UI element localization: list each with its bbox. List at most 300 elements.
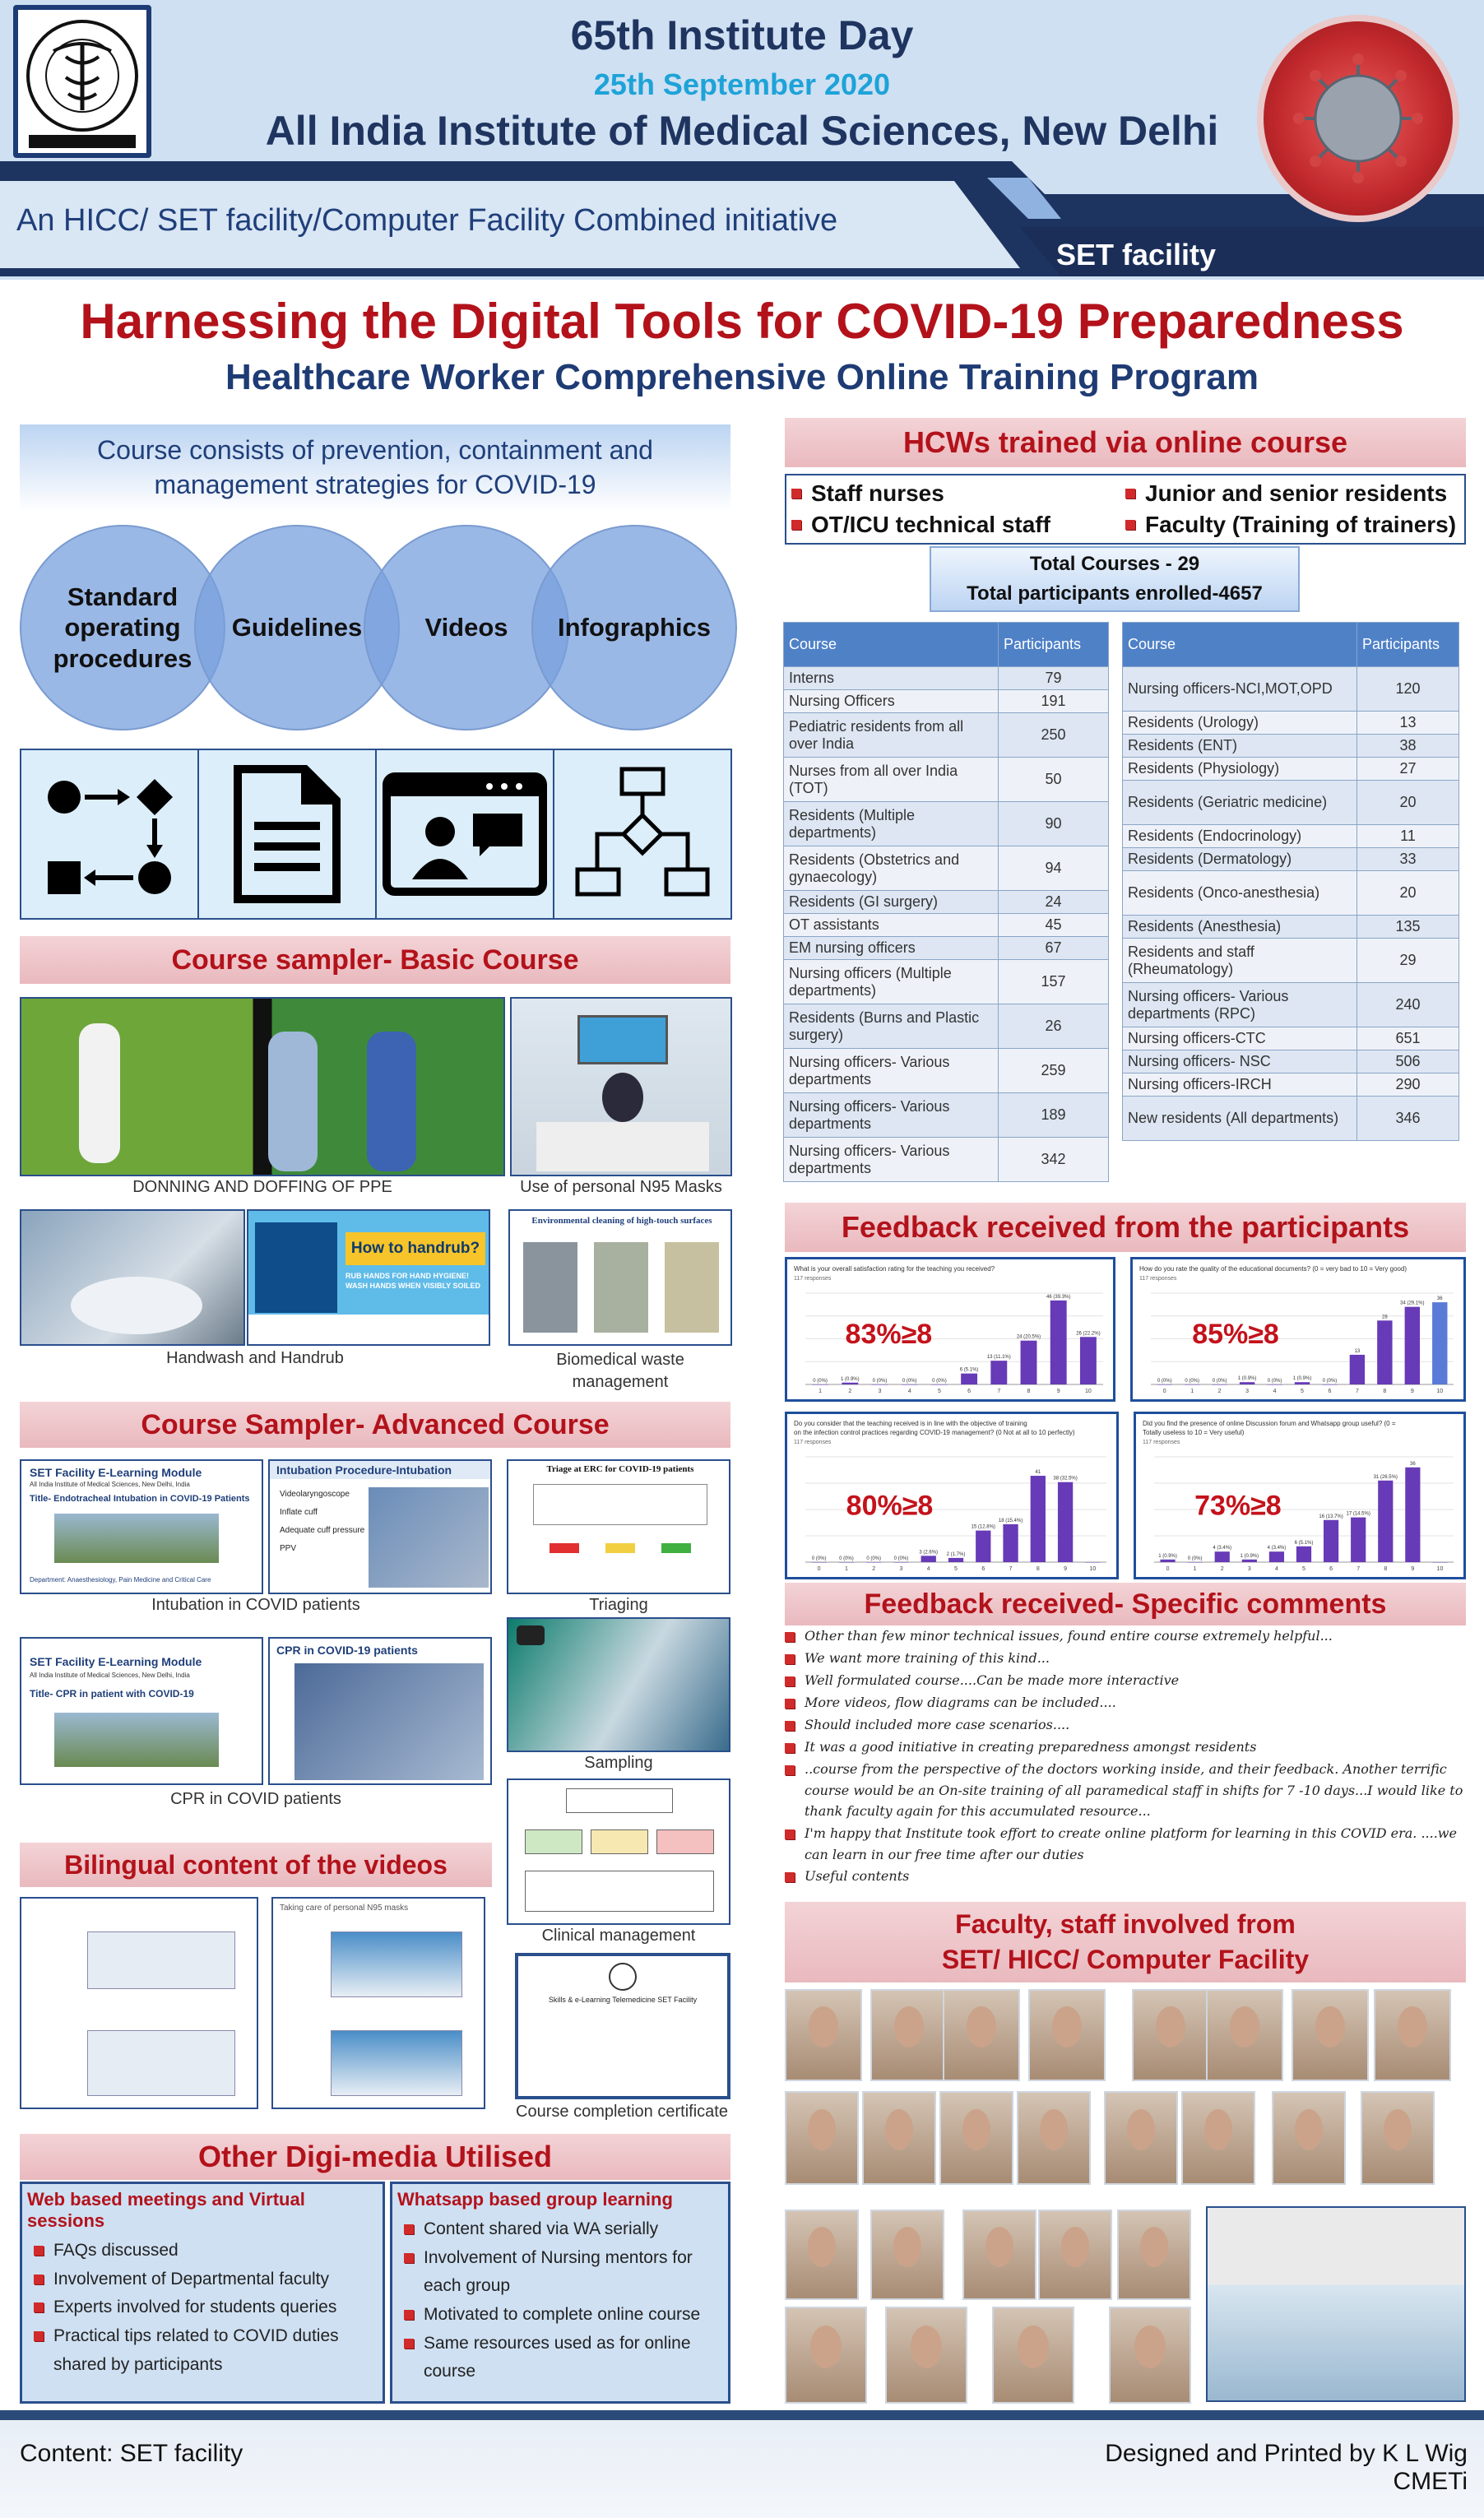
chart-tick-label: 0 (817, 1566, 821, 1572)
table-row (784, 1004, 1109, 1049)
course-cell: Nursing officers- Various departments (RPC) (1123, 983, 1357, 1027)
intubation-point: PPV (280, 1544, 297, 1553)
set-facility-tag: SET facility (1056, 238, 1217, 271)
wa-item: Content shared via WA serially (399, 2215, 721, 2244)
chart-data-label: 0 (0%) (1187, 1556, 1203, 1561)
table-row (784, 802, 1109, 846)
chart-data-label: 0 (0%) (902, 1379, 917, 1384)
course-certificate[interactable] (515, 1953, 730, 2099)
table-row (1123, 916, 1459, 939)
chart-data-label: 6 (5.1%) (1294, 1540, 1314, 1546)
faculty-photo (1104, 2091, 1178, 2185)
chart-tick-label: 2 (848, 1389, 852, 1394)
course-cell: Residents (Onco-anesthesia) (1123, 871, 1357, 916)
participants-table-left (783, 622, 1109, 1182)
participants-cell: 26 (999, 1004, 1109, 1049)
participants-cell: 38 (1357, 735, 1459, 758)
faculty-photo (785, 2307, 867, 2404)
chart-bar (921, 1556, 936, 1562)
faculty-photo (785, 2210, 859, 2300)
chart-data-label: 24 (20.5%) (1016, 1334, 1041, 1340)
triage-title: Triage at ERC for COVID-19 patients (546, 1464, 694, 1474)
chart-bar (902, 1384, 918, 1385)
chart-tick-label: 5 (937, 1389, 941, 1394)
chart-data-label: 4 (3.4%) (1267, 1546, 1287, 1551)
chart-bar (1031, 1476, 1046, 1562)
caption-clinical: Clinical management (541, 1927, 696, 1945)
chart-bar (812, 1384, 828, 1385)
chart-tick-label: 7 (1009, 1566, 1013, 1572)
faculty-photo (1017, 2091, 1091, 2185)
chart-bar (1215, 1551, 1230, 1562)
chart-bar (1405, 1307, 1420, 1384)
intubation-slide-title: Intubation Procedure-Intubation (270, 1461, 492, 1479)
handrub-title: How to handrub? (345, 1232, 485, 1265)
chart-question: How do you rate the quality of the educational documents? (0 = very bad to 10 = Very good) (1139, 1265, 1407, 1273)
chart-bar (1188, 1562, 1203, 1563)
sop-flow-icon (21, 750, 199, 918)
chart-question: What is your overall satisfaction rating for the teaching you received? (794, 1265, 995, 1273)
chart-tick-label: 1 (1193, 1566, 1197, 1572)
participants-cell: 157 (999, 960, 1109, 1004)
cpr-title-slide[interactable] (20, 1637, 263, 1785)
chart-tick-label: 6 (1329, 1566, 1333, 1572)
flowchart-icon (554, 750, 730, 918)
course-cell: Nursing officers- Various departments (784, 1093, 999, 1138)
chart-question: Did you find the presence of online Discussion forum and Whatsapp group useful? (0 = (1143, 1420, 1396, 1427)
participants-cell: 24 (999, 891, 1109, 914)
chart-data-label: 1 (0.9%) (840, 1376, 860, 1382)
chart-data-label: 38 (32.5%) (1053, 1476, 1078, 1482)
web-item: FAQs discussed (29, 2237, 376, 2265)
chart-data-label: 17 (14.5%) (1346, 1511, 1370, 1517)
table-row (1123, 871, 1459, 916)
poster-title: Harnessing the Digital Tools for COVID-19 Preparedness (80, 294, 1404, 349)
chart-bar (839, 1562, 854, 1563)
chart-tick-label: 8 (1036, 1566, 1040, 1572)
feedback-header: Feedback received from the participants (785, 1203, 1466, 1252)
chart-bar (1377, 1320, 1392, 1384)
chart-bar (1324, 1520, 1338, 1562)
course-cell: New residents (All departments) (1123, 1097, 1357, 1141)
chart-bar (1080, 1337, 1097, 1384)
intubation-point: Adequate cuff pressure (280, 1526, 365, 1535)
chart-data-label: 15 (12.8%) (971, 1524, 995, 1530)
caption-ppe: DONNING AND DOFFING OF PPE (132, 1178, 392, 1196)
chart-data-label: 0 (0%) (1322, 1379, 1338, 1384)
combined-initiative: An HICC/ SET facility/Computer Facility Combined initiative (16, 202, 838, 238)
participants-cell: 240 (1357, 983, 1459, 1027)
clinical-management-flowchart[interactable] (507, 1778, 730, 1925)
faculty-photo (1361, 2091, 1435, 2185)
chart-bar (872, 1384, 888, 1385)
table-row (784, 1138, 1109, 1182)
chart-bar (1212, 1384, 1227, 1385)
chart-bar (842, 1383, 858, 1384)
bmw-slide[interactable] (508, 1209, 732, 1346)
web-sessions-heading: Web based meetings and Virtual sessions (27, 2189, 305, 2231)
circle-label: Guidelines (231, 613, 363, 642)
chart-bar (1295, 1382, 1310, 1384)
course-consists-banner: Course consists of prevention, containment and management strategies for COVID-19 (20, 424, 730, 512)
participants-cell: 120 (1357, 667, 1459, 712)
course-cell: Residents (Urology) (1123, 712, 1357, 735)
chart-data-label: 36 (1410, 1461, 1416, 1467)
advanced-course-header: Course Sampler- Advanced Course (20, 1402, 730, 1448)
trained-header: HCWs trained via online course (785, 418, 1466, 467)
participants-cell: 13 (1357, 712, 1459, 735)
chart-bar (961, 1374, 977, 1384)
faculty-photo (1181, 2091, 1255, 2185)
chart-tick-label: 2 (1220, 1566, 1224, 1572)
play-icon[interactable] (517, 1625, 545, 1645)
footer-design-credit: Designed and Printed by K L Wig CMETi (1105, 2440, 1468, 2495)
table-row (784, 937, 1109, 960)
table-row (1123, 712, 1459, 735)
course-cell: Residents (ENT) (1123, 735, 1357, 758)
table-row (1123, 1074, 1459, 1097)
chart-tick-label: 9 (1064, 1566, 1068, 1572)
participants-cell: 250 (999, 713, 1109, 758)
caption-handwash: Handwash and Handrub (166, 1349, 344, 1367)
faculty-photo (1374, 1989, 1451, 2081)
handwash-photo[interactable] (20, 1209, 245, 1346)
chart-tick-label: 6 (981, 1566, 985, 1572)
table-row (1123, 848, 1459, 871)
chart-tick-label: 7 (997, 1389, 1001, 1394)
chart-tick-label: 2 (1217, 1389, 1222, 1394)
chart-data-label: 0 (0%) (932, 1379, 947, 1384)
chart-responses: 117 responses (1139, 1276, 1177, 1282)
chart-bar (1269, 1551, 1284, 1562)
cpr-slide[interactable] (268, 1637, 492, 1785)
bmw-slide-title: Environmental cleaning of high-touch surfaces (531, 1216, 712, 1226)
course-cell: Residents and staff (Rheumatology) (1123, 939, 1357, 983)
chart-data-label: 1 (0.9%) (1292, 1376, 1312, 1382)
bilingual-slide-title: Taking care of personal N95 masks (280, 1904, 409, 1913)
caption-certificate: Course completion certificate (516, 2103, 728, 2121)
elearn-dept: Department: Anaesthesiology, Pain Medicine and Critical Care (30, 1576, 211, 1584)
chart-data-label: 0 (0%) (1267, 1379, 1282, 1384)
participants-cell: 135 (1357, 916, 1459, 939)
chart-tick-label: 2 (872, 1566, 876, 1572)
chart-tick-label: 3 (878, 1389, 882, 1394)
course-cell: Nursing officers- Various departments (784, 1138, 999, 1182)
course-cell: Residents (Dermatology) (1123, 848, 1357, 871)
whatsapp-list (392, 2215, 728, 2386)
chart-tick-label: 8 (1384, 1566, 1388, 1572)
total-participants: Total participants enrolled-4657 (967, 582, 1263, 605)
circle-label: Videos (424, 613, 508, 642)
comment-item: We want more training of this kind... (785, 1648, 1468, 1669)
chart-data-label: 1 (0.9%) (1240, 1553, 1259, 1559)
comment-item: ..course from the perspective of the doctors working inside, and their feedback. Another terrific course would be an On-site training of all paramedical staff in shifts for 7 -10 days...I would like to thank faculty again for this accumulated resource... (785, 1759, 1468, 1822)
chart-bar (948, 1558, 963, 1562)
course-cell: Residents (Geriatric medicine) (1123, 781, 1357, 825)
ppe-donning-photo[interactable] (20, 997, 505, 1176)
faculty-photo (862, 2091, 936, 2185)
feedback-chart-4 (1134, 1412, 1466, 1579)
intubation-procedure-slide[interactable] (268, 1459, 492, 1594)
comment-item: More videos, flow diagrams can be included.... (785, 1692, 1468, 1713)
faculty-header-line: Faculty, staff involved from (955, 1908, 1296, 1939)
chart-data-label: 26 (22.2%) (1076, 1331, 1101, 1337)
comment-item: Other than few minor technical issues, found entire course extremely helpful... (785, 1625, 1468, 1647)
certificate-seal-icon (609, 1963, 637, 1991)
trained-item: Staff nurses (791, 480, 944, 507)
handrub-infographic[interactable] (247, 1209, 490, 1346)
course-cell: Residents (GI surgery) (784, 891, 999, 914)
chart-summary: 80%≥8 (846, 1490, 934, 1522)
chart-tick-label: 0 (1166, 1566, 1170, 1572)
sampling-video[interactable] (507, 1617, 730, 1752)
chart-tick-label: 5 (1301, 1389, 1304, 1394)
chart-tick-label: 3 (1245, 1389, 1250, 1394)
triage-slide[interactable] (507, 1459, 730, 1594)
course-cell: Nurses from all over India (TOT) (784, 758, 999, 802)
faculty-photo (992, 2307, 1074, 2404)
course-cell: Pediatric residents from all over India (784, 713, 999, 758)
table-row (784, 690, 1109, 713)
participants-cell: 191 (999, 690, 1109, 713)
faculty-header (785, 1902, 1466, 1982)
course-cell: Residents (Burns and Plastic surgery) (784, 1004, 999, 1049)
staff-group-photo[interactable] (1206, 2206, 1466, 2402)
chart-question: Do you consider that the teaching received is in line with the objective of training (794, 1420, 1027, 1427)
feedback-chart-3 (785, 1412, 1119, 1579)
chart-data-label: 13 (1354, 1348, 1361, 1354)
handrub-subtitle: RUB HANDS FOR HAND HYGIENE! WASH HANDS WHEN VISIBLY SOILED (345, 1272, 481, 1290)
elearn-topic: Title- Endotracheal Intubation in COVID-19 Patients (30, 1494, 250, 1504)
chart-bar (1350, 1355, 1365, 1384)
table-row (1123, 758, 1459, 781)
faculty-photo (1132, 1989, 1209, 2081)
chart-bar (931, 1384, 948, 1385)
chart-data-label: 0 (0%) (1185, 1379, 1200, 1384)
table-row (784, 914, 1109, 937)
chart-data-label: 0 (0%) (1157, 1379, 1172, 1384)
faculty-photo (1109, 2307, 1191, 2404)
bilingual-slide-hindi[interactable] (20, 1897, 258, 2109)
chart-bar (1432, 1302, 1447, 1384)
comments-list (785, 1625, 1468, 1905)
faculty-photo (1292, 1989, 1369, 2081)
comment-item: Should included more case scenarios.... (785, 1714, 1468, 1736)
table-row (1123, 667, 1459, 712)
course-cell: EM nursing officers (784, 937, 999, 960)
content-type-icons (20, 749, 732, 920)
web-item: Involvement of Departmental faculty (29, 2265, 376, 2294)
chart-data-label: 0 (0%) (1212, 1379, 1227, 1384)
chart-tick-label: 7 (1355, 1389, 1359, 1394)
chart-tick-label: 8 (1027, 1389, 1031, 1394)
participants-cell: 189 (999, 1093, 1109, 1138)
certificate-title: Skills & e-Learning Telemedicine SET Facility (548, 1996, 698, 2004)
faculty-photo (785, 2091, 859, 2185)
intubation-title-slide[interactable] (20, 1459, 263, 1594)
intubation-point: Videolaryngoscope (280, 1490, 350, 1499)
chart-tick-label: 3 (899, 1566, 903, 1572)
chart-bar (1160, 1560, 1175, 1562)
basic-course-header: Course sampler- Basic Course (20, 936, 730, 984)
video-icon (377, 750, 554, 918)
chart-tick-label: 1 (1190, 1389, 1194, 1394)
feedback-chart-svg (1136, 1414, 1463, 1577)
col-course: Course (784, 623, 999, 667)
caption-sampling: Sampling (584, 1754, 653, 1772)
table-row (1123, 735, 1459, 758)
chart-tick-label: 0 (1162, 1389, 1166, 1394)
chart-tick-label: 10 (1089, 1566, 1097, 1572)
chart-bar (1405, 1468, 1420, 1562)
chart-tick-label: 3 (1247, 1566, 1251, 1572)
feedback-chart-svg (787, 1414, 1116, 1577)
participants-cell: 45 (999, 914, 1109, 937)
web-item: Experts involved for students queries (29, 2293, 376, 2322)
faculty-photo (870, 1989, 948, 2081)
faculty-photo (962, 2210, 1036, 2300)
chart-tick-label: 4 (926, 1566, 930, 1572)
faculty-photo (1117, 2210, 1191, 2300)
course-cell: Nursing officers- Various departments (784, 1049, 999, 1093)
trained-item: OT/ICU technical staff (791, 512, 1050, 538)
digimedia-header: Other Digi-media Utilised (20, 2134, 730, 2180)
participants-cell: 342 (999, 1138, 1109, 1182)
chart-summary: 83%≥8 (845, 1319, 933, 1351)
table-row (784, 667, 1109, 690)
chart-tick-label: 10 (1085, 1389, 1092, 1394)
chart-summary: 85%≥8 (1192, 1319, 1279, 1351)
chart-bar (1351, 1518, 1366, 1562)
chart-bar (976, 1531, 990, 1562)
participants-cell: 27 (1357, 758, 1459, 781)
footer-content-credit: Content: SET facility (20, 2440, 243, 2467)
wa-item: Motivated to complete online course (399, 2301, 721, 2330)
chart-bar (1185, 1384, 1199, 1385)
institute-name: All India Institute of Medical Sciences, New Delhi (265, 108, 1219, 154)
table-row (1123, 825, 1459, 848)
participants-cell: 94 (999, 846, 1109, 891)
col-participants: Participants (1357, 623, 1459, 667)
participants-cell: 79 (999, 667, 1109, 690)
caption-intubation: Intubation in COVID patients (151, 1596, 360, 1614)
web-item: Practical tips related to COVID duties shared by participants (29, 2322, 376, 2379)
chart-data-label: 0 (0%) (893, 1556, 909, 1561)
bilingual-slide-english[interactable] (271, 1897, 485, 2109)
chart-tick-label: 9 (1410, 1389, 1414, 1394)
elearn-inst: All India Institute of Medical Sciences, New Delhi, India (30, 1481, 190, 1488)
event-title: 65th Institute Day (570, 12, 914, 58)
table-row (784, 758, 1109, 802)
chart-tick-label: 4 (1274, 1566, 1278, 1572)
chart-responses: 117 responses (794, 1440, 832, 1445)
chart-data-label: 0 (0%) (866, 1556, 882, 1561)
course-cell: Residents (Physiology) (1123, 758, 1357, 781)
n95-mask-video[interactable] (510, 997, 732, 1176)
faculty-photo (939, 2091, 1013, 2185)
feedback-chart-svg (1133, 1259, 1463, 1399)
comment-item: Well formulated course....Can be made more interactive (785, 1670, 1468, 1691)
intubation-point: Inflate cuff (280, 1508, 318, 1517)
table-row (784, 1049, 1109, 1093)
caption-triaging: Triaging (589, 1596, 648, 1614)
table-row (784, 846, 1109, 891)
chart-data-label: 18 (15.4%) (998, 1518, 1023, 1523)
caption-bmw: Biomedical waste management (556, 1351, 684, 1391)
chart-responses: 117 responses (794, 1276, 832, 1282)
table-row (1123, 1097, 1459, 1141)
elearn-title: SET Facility E-Learning Module (30, 1655, 202, 1668)
chart-data-label: 46 (39.3%) (1046, 1294, 1071, 1300)
chart-bar (1322, 1384, 1337, 1385)
poster-subtitle: Healthcare Worker Comprehensive Online Training Program (225, 357, 1259, 397)
intubation-points (280, 1486, 364, 1558)
chart-tick-label: 9 (1411, 1566, 1415, 1572)
chart-tick-label: 9 (1056, 1389, 1060, 1394)
chart-data-label: 34 (29.1%) (1400, 1301, 1425, 1306)
chart-tick-label: 8 (1383, 1389, 1387, 1394)
caption-cpr: CPR in COVID patients (170, 1790, 341, 1808)
course-cell: Nursing officers-IRCH (1123, 1074, 1357, 1097)
course-cell: Interns (784, 667, 999, 690)
table-row (784, 960, 1109, 1004)
feedback-chart-1 (785, 1257, 1115, 1402)
participants-cell: 20 (1357, 871, 1459, 916)
circle-infographics (531, 525, 737, 730)
chart-tick-label: 10 (1436, 1389, 1444, 1394)
chart-tick-label: 5 (954, 1566, 958, 1572)
chart-responses: 117 responses (1143, 1440, 1180, 1445)
chart-tick-label: 6 (1328, 1389, 1332, 1394)
participants-cell: 346 (1357, 1097, 1459, 1141)
whatsapp-heading: Whatsapp based group learning (397, 2189, 673, 2210)
caption-n95: Use of personal N95 Masks (520, 1178, 722, 1196)
faculty-photo (1028, 1989, 1106, 2081)
chart-bar (811, 1562, 826, 1563)
total-courses: Total Courses - 29 (1029, 553, 1200, 575)
chart-tick-label: 6 (967, 1389, 972, 1394)
participants-cell: 67 (999, 937, 1109, 960)
participants-cell: 290 (1357, 1074, 1459, 1097)
comment-item: I'm happy that Institute took effort to create online platform for learning in this COVID era. ....we can learn in our free time after our duties (785, 1823, 1468, 1865)
chart-data-label: 4 (3.4%) (1213, 1546, 1232, 1551)
event-date: 25th September 2020 (593, 67, 891, 101)
totals-box (930, 546, 1300, 612)
faculty-photo (870, 2210, 944, 2300)
participants-table-right (1122, 622, 1459, 1141)
chart-data-label: 13 (11.1%) (986, 1355, 1011, 1361)
elearn-topic: Title- CPR in patient with COVID-19 (30, 1688, 194, 1700)
participants-cell: 90 (999, 802, 1109, 846)
chart-bar (1021, 1341, 1037, 1384)
col-participants: Participants (999, 623, 1109, 667)
comment-item: It was a good initiative in creating preparedness amongst residents (785, 1737, 1468, 1758)
participants-cell: 11 (1357, 825, 1459, 848)
table-row (1123, 1050, 1459, 1074)
table-row (784, 1093, 1109, 1138)
chart-data-label: 2 (1.7%) (946, 1551, 966, 1557)
chart-bar (1157, 1384, 1172, 1385)
course-cell: Residents (Multiple departments) (784, 802, 999, 846)
chart-data-label: 0 (0%) (839, 1556, 854, 1561)
chart-data-label: 0 (0%) (813, 1379, 828, 1384)
course-cell: OT assistants (784, 914, 999, 937)
participants-cell: 29 (1357, 939, 1459, 983)
table-row (784, 713, 1109, 758)
course-cell: Residents (Obstetrics and gynaecology) (784, 846, 999, 891)
table-row (1123, 1027, 1459, 1050)
table-row (1123, 939, 1459, 983)
